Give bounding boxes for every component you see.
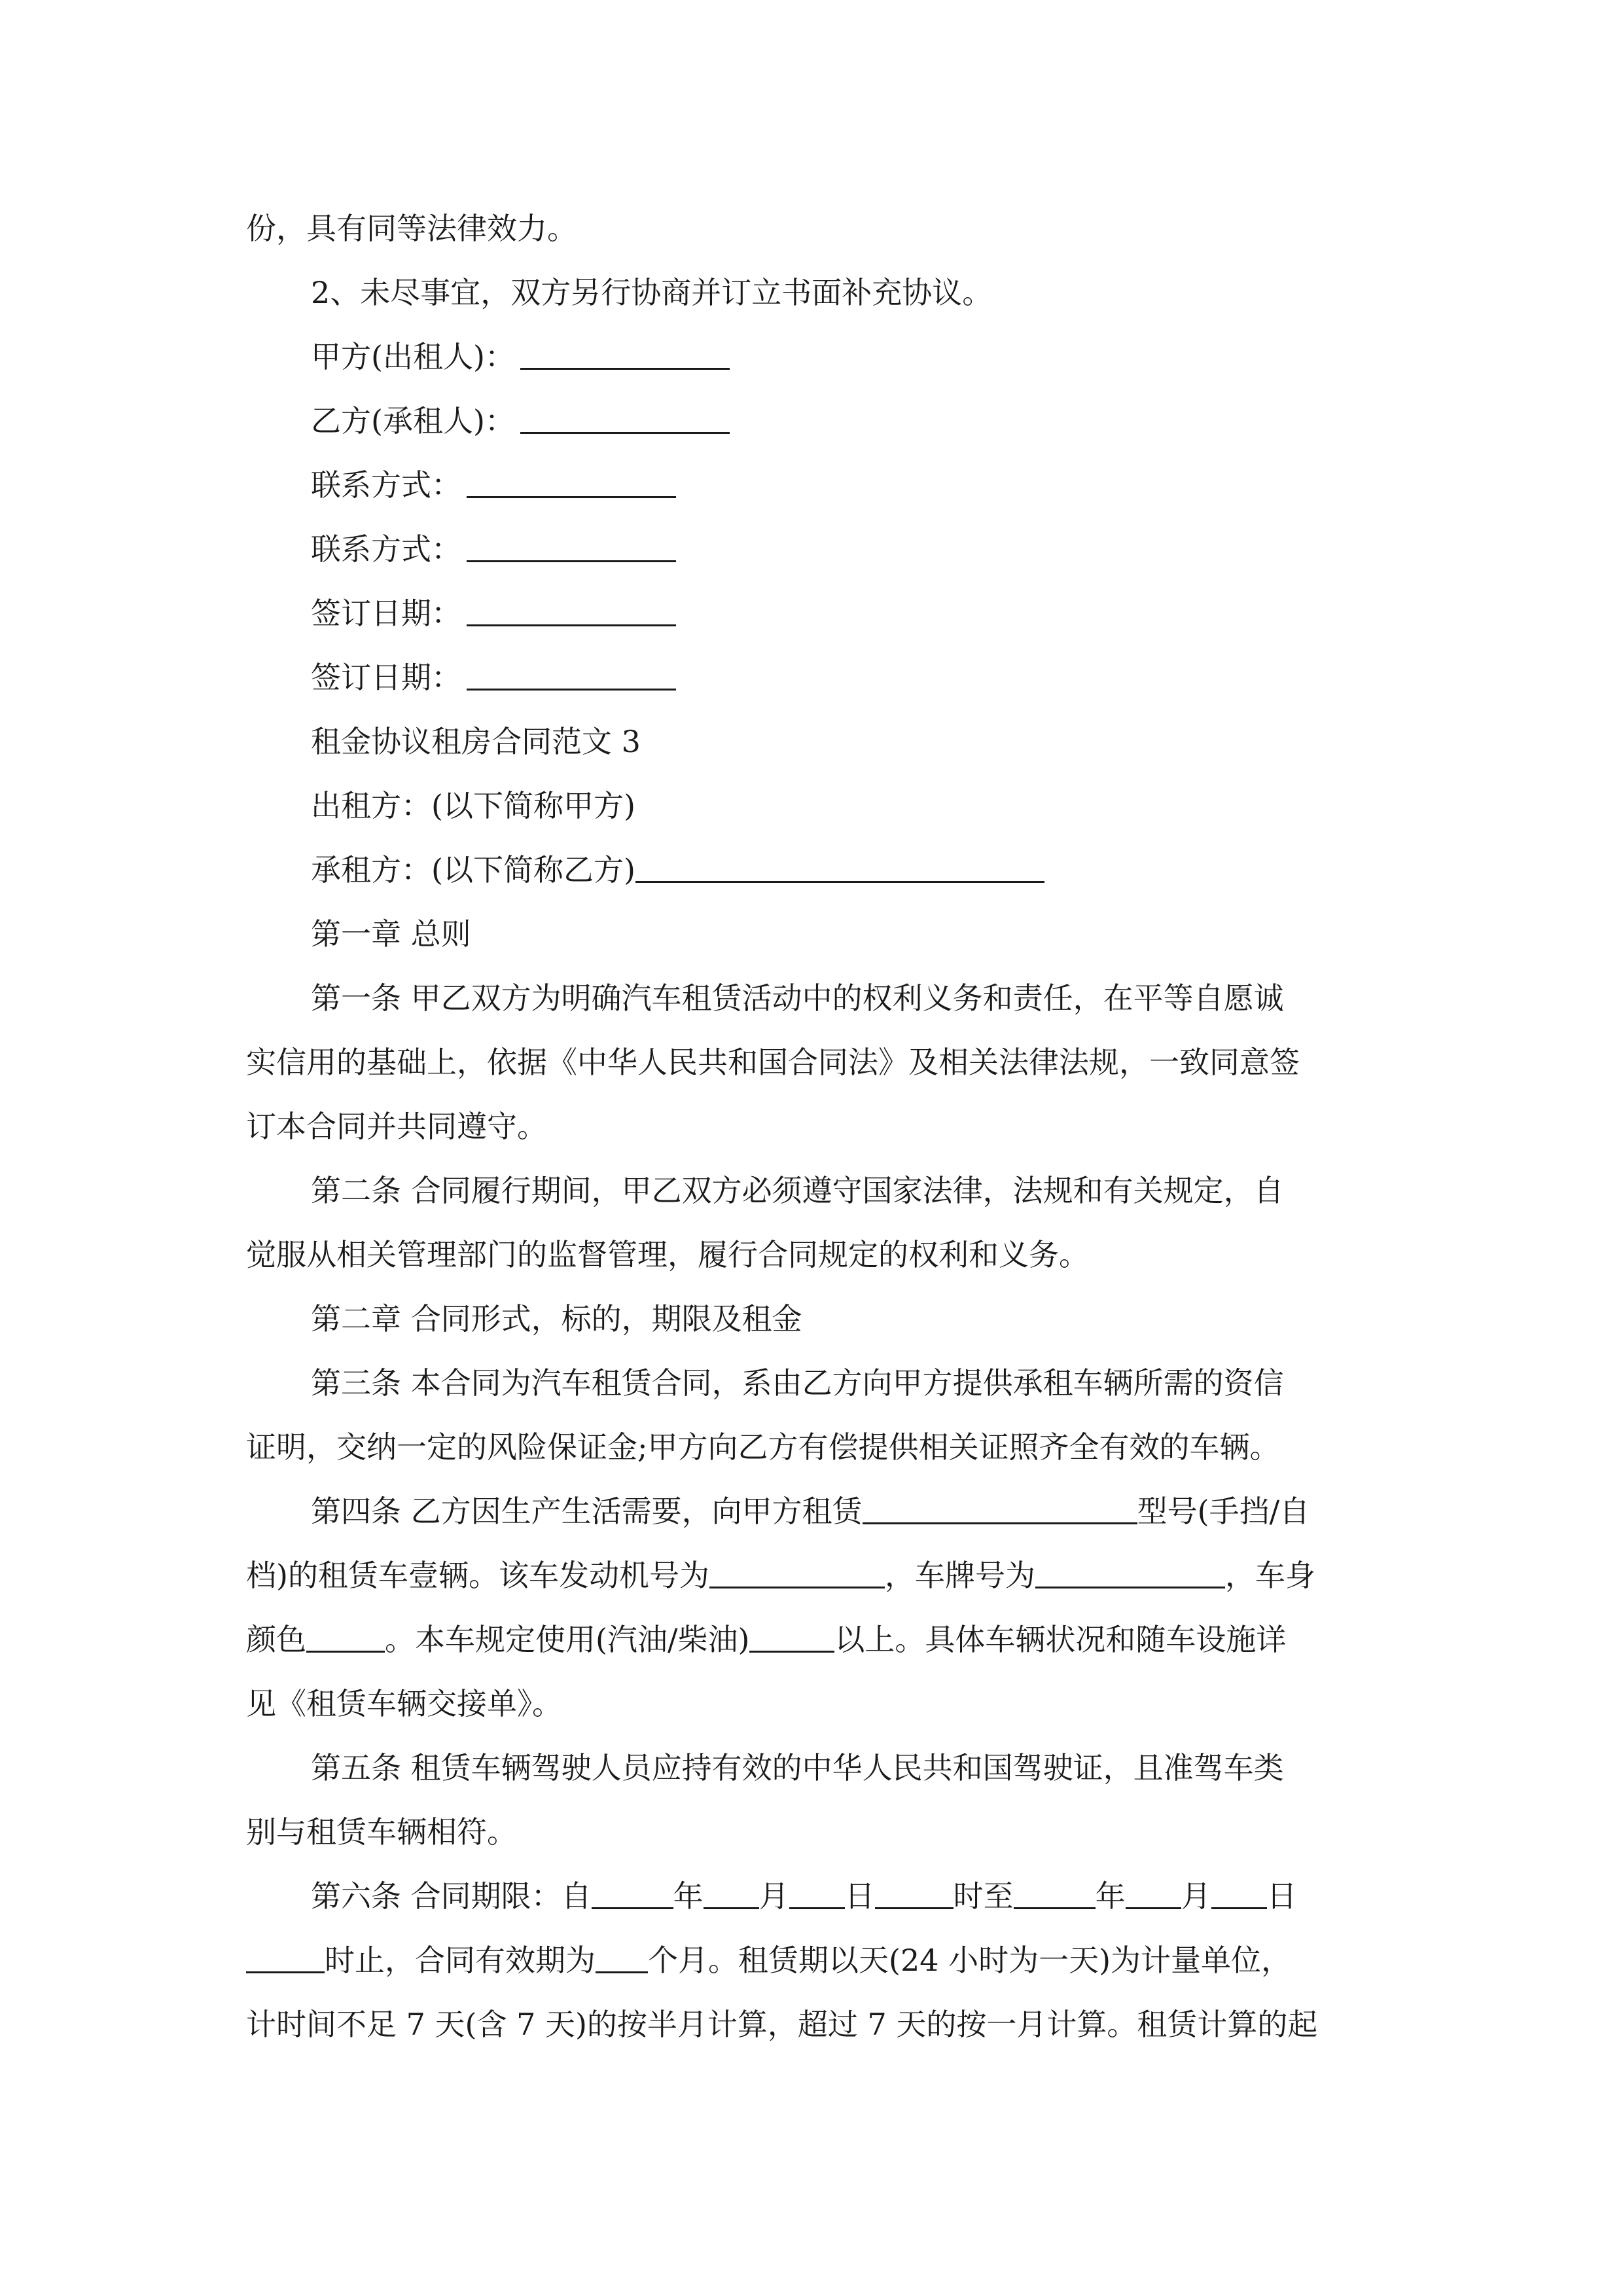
- blank-field: [596, 1939, 648, 1973]
- blank-field: [467, 528, 676, 562]
- blank-field: [306, 1618, 385, 1653]
- field-label: 乙方(承租人)：: [311, 403, 515, 439]
- blank-field: [467, 463, 676, 498]
- blank-field: [863, 1490, 1137, 1524]
- text-run: 。本车规定使用(汽油/柴油): [385, 1622, 750, 1657]
- chapter-heading: [246, 902, 1377, 966]
- field-label: 甲方(出租人)：: [311, 339, 515, 374]
- text-run: 第一章 总则: [311, 916, 471, 952]
- text-run: 档)的租赁车壹辆。该车发动机号为: [246, 1558, 709, 1593]
- paragraph-line: [246, 1094, 1377, 1158]
- contract-period-line: [246, 1864, 1377, 1928]
- signature-line-party-b: [246, 389, 1377, 453]
- text-run: 出租方：(以下简称甲方): [311, 788, 635, 823]
- text-run: 第二章 合同形式，标的，期限及租金: [311, 1301, 802, 1336]
- paragraph-line: [246, 1543, 1377, 1607]
- text-run: 第二条 合同履行期间，甲乙双方必须遵守国家法律，法规和有关规定，自: [311, 1173, 1284, 1208]
- text-run: 颜色: [246, 1622, 306, 1657]
- paragraph-line: [246, 1223, 1377, 1287]
- paragraph-line: [246, 260, 1377, 325]
- paragraph-line: [246, 1415, 1377, 1479]
- text-run: 实信用的基础上，依据《中华人民共和国合同法》及相关法律法规，一致同意签: [246, 1045, 1300, 1080]
- blank-field: [704, 1874, 759, 1909]
- text-run: 觉服从相关管理部门的监督管理，履行合同规定的权利和义务。: [246, 1237, 1089, 1272]
- text-run: 第四条 乙方因生产生活需要，向甲方租赁: [311, 1494, 863, 1529]
- section-title: [246, 709, 1377, 774]
- text-run: 见《租赁车辆交接单》。: [246, 1686, 562, 1721]
- paragraph-line: [246, 1158, 1377, 1223]
- blank-field: [875, 1874, 954, 1909]
- text-run: 别与租赁车辆相符。: [246, 1814, 517, 1850]
- text-run: 日: [1266, 1878, 1297, 1914]
- paragraph-line: [246, 1479, 1377, 1543]
- text-run: 日: [844, 1878, 875, 1914]
- blank-field: [1035, 1554, 1225, 1588]
- blank-field: [709, 1554, 885, 1588]
- blank-field: [749, 1618, 834, 1653]
- blank-field: [592, 1874, 673, 1909]
- paragraph-line: [246, 1736, 1377, 1800]
- text-run: 第一条 甲乙双方为明确汽车租赁活动中的权利义务和责任，在平等自愿诚: [311, 980, 1284, 1016]
- blank-field: [246, 1939, 325, 1973]
- blank-field: [520, 335, 730, 370]
- paragraph-line: [246, 1800, 1377, 1864]
- chapter-heading: [246, 1287, 1377, 1351]
- blank-field: [520, 399, 730, 434]
- text-run: 2、未尽事宜，双方另行协商并订立书面补充协议。: [311, 275, 993, 310]
- blank-field: [467, 656, 676, 691]
- text-run: 第六条 合同期限：自: [311, 1878, 592, 1914]
- paragraph-line: [246, 196, 1377, 260]
- blank-field: [635, 848, 1044, 883]
- text-run: 计时间不足 7 天(含 7 天)的按半月计算，超过 7 天的按一月计算。租赁计算的起: [246, 2007, 1318, 2042]
- text-run: ，车牌号为: [884, 1558, 1035, 1593]
- text-run: 承租方：(以下简称乙方): [311, 852, 635, 888]
- contact-line: [246, 517, 1377, 581]
- paragraph-line: [246, 1351, 1377, 1415]
- text-run: 订本合同并共同遵守。: [246, 1109, 547, 1144]
- blank-field: [1126, 1874, 1181, 1909]
- signature-line-party-a: [246, 325, 1377, 389]
- blank-field: [1211, 1874, 1267, 1909]
- text-run: 年: [1095, 1878, 1126, 1914]
- lessee-line: [246, 838, 1377, 902]
- contract-text: [246, 196, 1377, 2056]
- field-label: 联系方式：: [311, 467, 461, 503]
- blank-field: [1014, 1874, 1096, 1909]
- paragraph-line: [246, 1928, 1377, 1992]
- contact-line: [246, 453, 1377, 517]
- text-run: 型号(手挡/自: [1137, 1494, 1310, 1529]
- blank-field: [789, 1874, 845, 1909]
- signing-date-line: [246, 581, 1377, 645]
- text-run: 月: [1181, 1878, 1211, 1914]
- text-run: 年: [673, 1878, 704, 1914]
- field-label: 签订日期：: [311, 660, 461, 695]
- paragraph-line: [246, 1992, 1377, 2056]
- text-run: 月: [758, 1878, 789, 1914]
- text-run: 时至: [953, 1878, 1014, 1914]
- field-label: 联系方式：: [311, 531, 461, 567]
- text-run: 第五条 租赁车辆驾驶人员应持有效的中华人民共和国驾驶证，且准驾车类: [311, 1750, 1284, 1785]
- text-run: ，车身: [1224, 1558, 1315, 1593]
- text-run: 以上。具体车辆状况和随车设施详: [834, 1622, 1287, 1657]
- signing-date-line: [246, 645, 1377, 709]
- blank-field: [467, 592, 676, 626]
- text-run: 租金协议租房合同范文 3: [311, 724, 641, 759]
- paragraph-line: [246, 1030, 1377, 1094]
- paragraph-line: [246, 966, 1377, 1030]
- field-label: 签订日期：: [311, 596, 461, 631]
- text-run: 时止，合同有效期为: [325, 1943, 596, 1978]
- text-run: 证明，交纳一定的风险保证金;甲方向乙方有偿提供相关证照齐全有效的车辆。: [246, 1429, 1280, 1465]
- paragraph-line: [246, 1607, 1377, 1672]
- paragraph-line: [246, 1672, 1377, 1736]
- lessor-line: [246, 774, 1377, 838]
- text-run: 第三条 本合同为汽车租赁合同，系由乙方向甲方提供承租车辆所需的资信: [311, 1365, 1284, 1401]
- text-run: 份，具有同等法律效力。: [246, 211, 577, 246]
- text-run: 个月。租赁期以天(24 小时为一天)为计量单位，: [648, 1943, 1292, 1978]
